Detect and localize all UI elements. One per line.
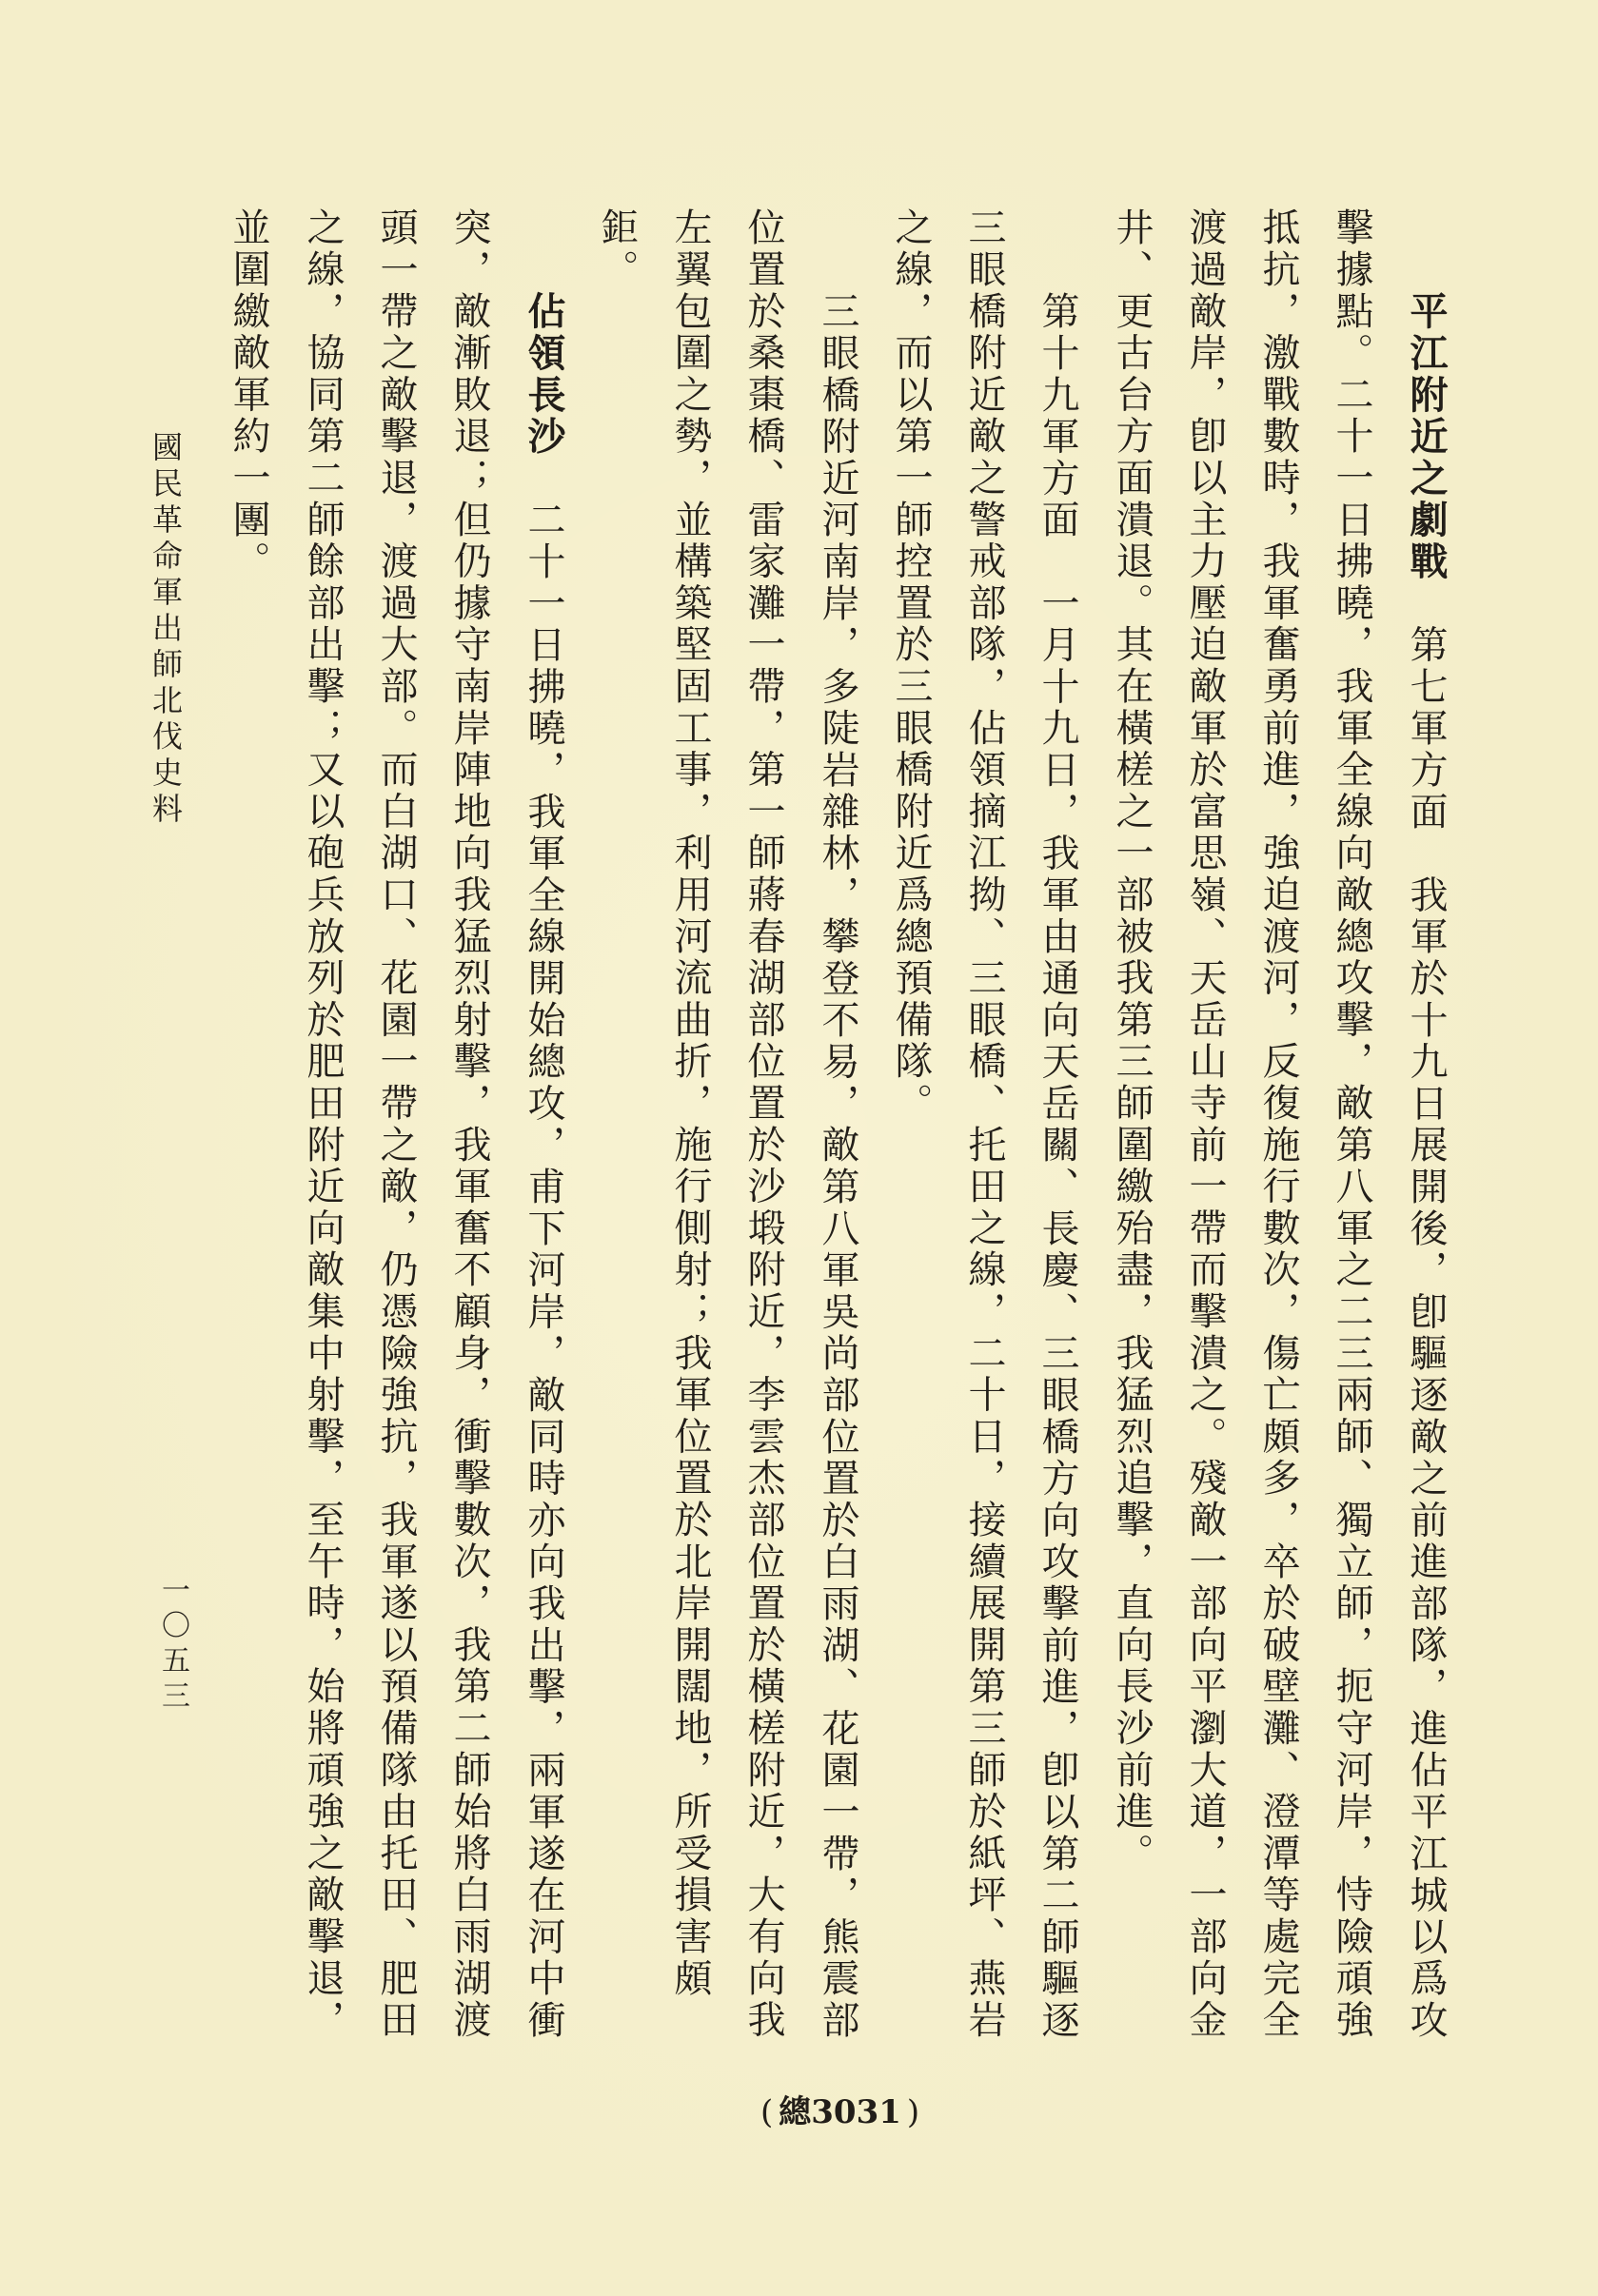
section-heading-changsha: 佔領長沙	[522, 290, 566, 458]
text-column-16	[301, 207, 345, 2049]
text-column-3	[1256, 207, 1300, 2049]
text-column-11	[668, 207, 712, 2049]
text-column-7	[962, 207, 1006, 2049]
text-column-9	[816, 207, 859, 2132]
text-column-8	[889, 207, 933, 2049]
serial-number	[755, 2093, 925, 2131]
text-column-6	[1036, 207, 1079, 2132]
text-column-15	[374, 207, 418, 2049]
text-column-12	[595, 207, 639, 2049]
column-text: 擊據點。二十一日拂曉，我軍全線向敵總攻擊，敵第八軍之二三兩師、獨立師，扼守河岸，恃險頑強	[1330, 207, 1373, 2042]
column-text: 二十一日拂曉，我軍全線開始總攻，甫下河岸，敵同時亦向我出擊，兩軍遂在河中衝	[522, 457, 565, 2042]
page-number: 一〇五三	[156, 1575, 189, 1716]
column-text: 位置於桑棗橋、雷家灘一帶，第一師蔣春湖部位置於沙塅附近，李雲杰部位置於橫槎附近，大有向我	[741, 207, 785, 2042]
column-text: 三眼橋附近敵之警戒部隊，佔領摘江拗、三眼橋、托田之線，二十日，接續展開第三師於紙坪、燕岩	[962, 207, 1006, 2042]
text-column-2	[1330, 207, 1373, 2049]
text-column-14	[447, 207, 491, 2049]
column-text: 第十九軍方面 一月十九日，我軍由通向天岳關、長慶、三眼橋方向攻擊前進，卽以第二師驅逐	[1036, 290, 1079, 2042]
column-text: 突，敵漸敗退；但仍據守南岸陣地向我猛烈射擊，我軍奮不顧身，衝擊數次，我第二師始將白雨湖渡	[447, 207, 491, 2042]
serial-open-paren: (	[760, 2093, 774, 2131]
column-text: 頭一帶之敵擊退，渡過大部。而白湖口、花園一帶之敵，仍憑險強抗，我軍遂以預備隊由托田、肥田	[374, 207, 418, 2042]
text-column-1	[1404, 207, 1448, 2132]
column-text: 渡過敵岸，卽以主力壓迫敵軍於富思嶺、天岳山寺前一帶而擊潰之。殘敵一部向平瀏大道，一部向金	[1183, 207, 1227, 2042]
serial-close-paren: )	[906, 2093, 920, 2131]
section-heading-pingjiang: 平江附近之劇戰	[1404, 290, 1449, 583]
column-text: 井、更古台方面潰退。其在橫槎之一部被我第三師圍繳殆盡，我猛烈追擊，直向長沙前進。	[1110, 207, 1154, 1874]
text-column-17	[227, 207, 270, 2049]
text-column-10	[741, 207, 785, 2049]
text-column-4	[1183, 207, 1227, 2049]
text-column-13	[522, 207, 565, 2132]
column-text: 抵抗，激戰數時，我軍奮勇前進，強迫渡河，反復施行數次，傷亡頗多，卒於破壁灘、澄潭等處完全	[1256, 207, 1300, 2042]
serial-label: 總3031	[779, 2093, 901, 2131]
column-text: 鉅。	[595, 207, 639, 291]
column-text: 第七軍方面 我軍於十九日展開後，卽驅逐敵之前進部隊，進佔平江城以爲攻	[1404, 582, 1448, 2042]
column-text: 並圍繳敵軍約一團。	[227, 207, 270, 583]
text-column-5	[1110, 207, 1154, 2049]
column-text: 之線，協同第二師餘部出擊；又以砲兵放列於肥田附近向敵集中射擊，至午時，始將頑強之敵擊退，	[301, 207, 345, 2042]
book-title: 國民革命軍出師北伐史料	[148, 431, 184, 829]
column-text: 左翼包圍之勢，並構築堅固工事，利用河流曲折，施行側射；我軍位置於北岸開闊地，所受損害頗	[668, 207, 712, 2000]
column-text: 三眼橋附近河南岸，多陡岩雜林，攀登不易，敵第八軍吳尚部位置於白雨湖、花園一帶，熊震部	[816, 290, 859, 2042]
column-text: 之線，而以第一師控置於三眼橋附近爲總預備隊。	[889, 207, 933, 1125]
